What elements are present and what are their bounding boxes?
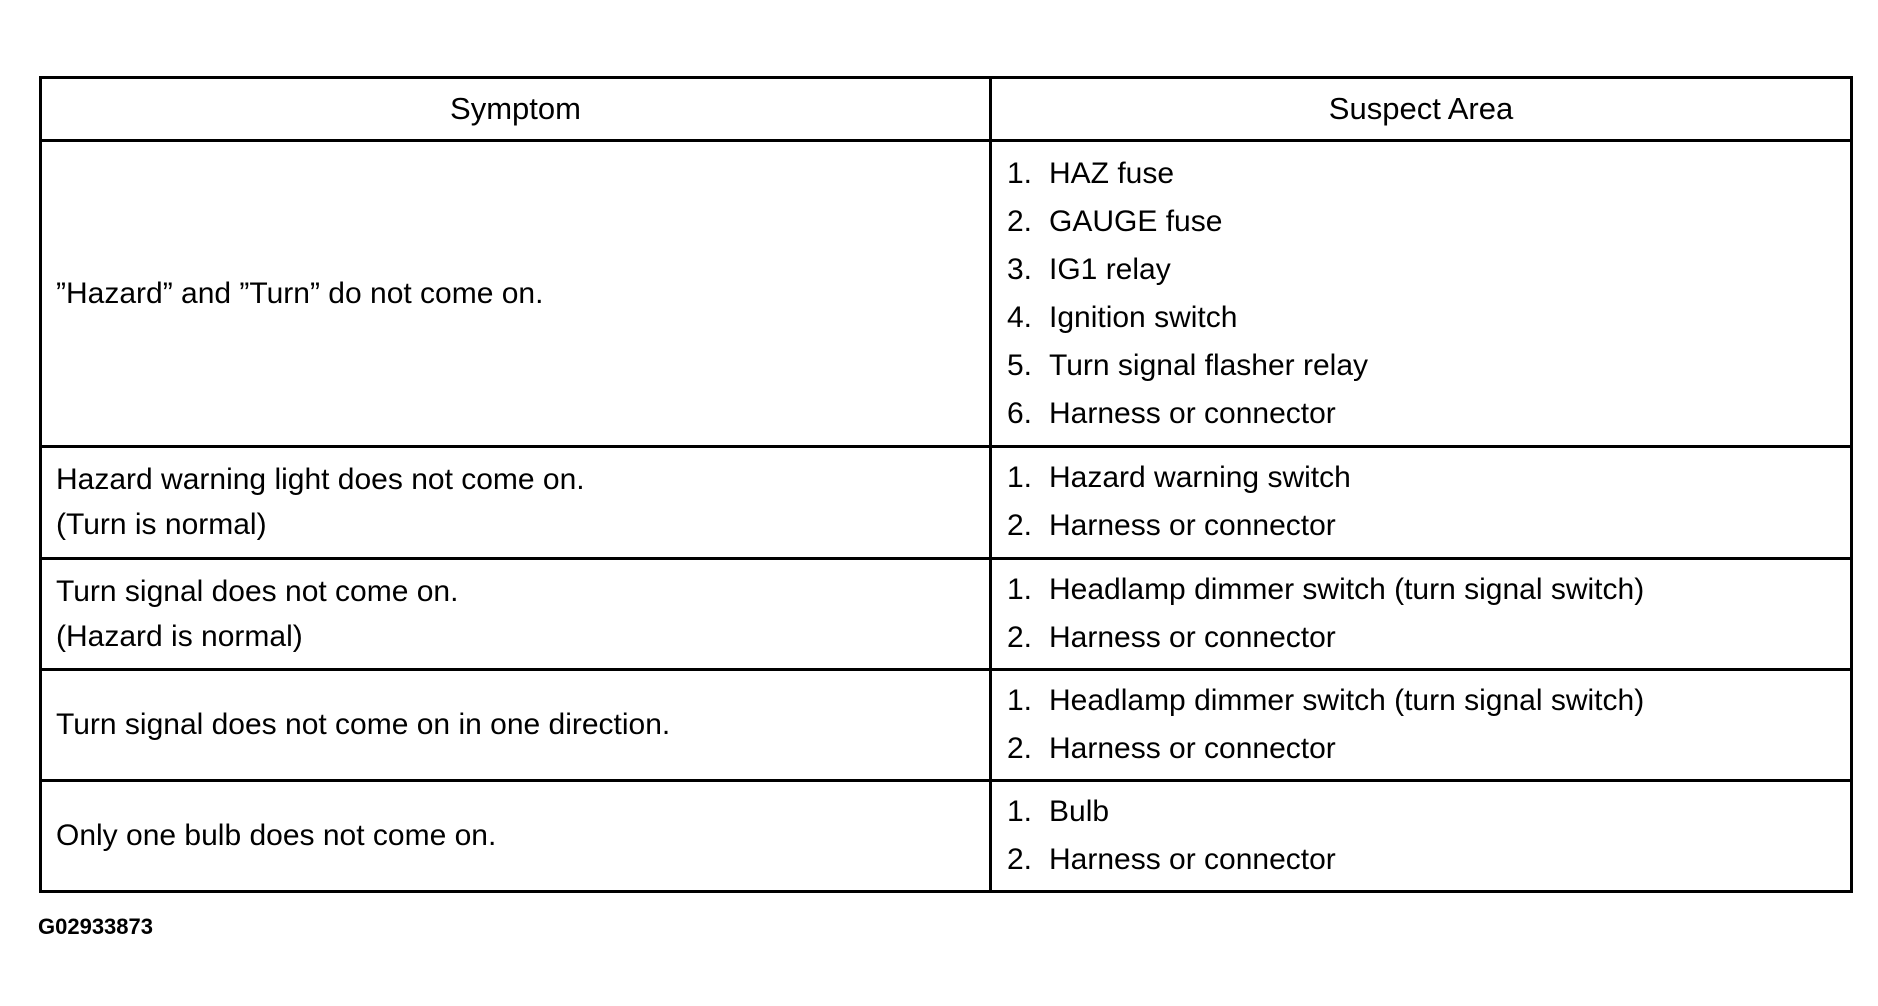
suspect-number: 2. (1007, 842, 1033, 876)
table-row (41, 780, 1852, 891)
symptom-text: ”Hazard” and ”Turn” do not come on. (56, 277, 544, 311)
suspect-area-cell (991, 558, 1852, 669)
suspect-number: 1. (1007, 794, 1033, 828)
suspect-area-cell (991, 780, 1852, 891)
figure-id: G02933873 (38, 914, 153, 939)
symptom-cell (41, 669, 991, 780)
symptom-table (39, 76, 1853, 893)
suspect-number: 3. (1007, 252, 1033, 286)
suspect-list (1007, 677, 1838, 773)
suspect-text: Ignition switch (1049, 300, 1238, 334)
suspect-text: Harness or connector (1049, 396, 1336, 430)
table-row (41, 447, 1852, 558)
suspect-item (1007, 677, 1838, 725)
suspect-number: 2. (1007, 731, 1033, 765)
suspect-number: 4. (1007, 300, 1033, 334)
suspect-text: HAZ fuse (1049, 156, 1175, 190)
suspect-text: Headlamp dimmer switch (turn signal switch) (1049, 683, 1645, 717)
table-row (41, 669, 1852, 780)
table-row (41, 141, 1852, 447)
suspect-text: Headlamp dimmer switch (turn signal switch) (1049, 572, 1645, 606)
symptom-text: Turn signal does not come on. (56, 574, 459, 608)
suspect-text: Harness or connector (1049, 620, 1336, 654)
suspect-number: 5. (1007, 348, 1033, 382)
symptom-text: Turn signal does not come on in one direction. (56, 708, 671, 742)
suspect-list (1007, 788, 1838, 884)
suspect-number: 1. (1007, 572, 1033, 606)
suspect-item (1007, 614, 1838, 662)
symptom-cell (41, 447, 991, 558)
suspect-item (1007, 502, 1838, 550)
suspect-item (1007, 390, 1838, 438)
suspect-list (1007, 566, 1838, 662)
suspect-text: Harness or connector (1049, 842, 1336, 876)
suspect-area-header: Suspect Area (991, 78, 1852, 141)
suspect-text: GAUGE fuse (1049, 204, 1223, 238)
suspect-area-cell (991, 141, 1852, 447)
suspect-item (1007, 342, 1838, 390)
suspect-item (1007, 246, 1838, 294)
suspect-text: Bulb (1049, 794, 1110, 828)
symptom-note: (Turn is normal) (56, 508, 267, 542)
table-header-row (41, 78, 1852, 141)
suspect-item (1007, 725, 1838, 773)
suspect-item (1007, 566, 1838, 614)
symptom-text: Hazard warning light does not come on. (56, 463, 585, 497)
suspect-list (1007, 150, 1838, 438)
symptom-cell (41, 780, 991, 891)
suspect-number: 2. (1007, 204, 1033, 238)
suspect-item (1007, 454, 1838, 502)
suspect-number: 6. (1007, 396, 1033, 430)
suspect-item (1007, 198, 1838, 246)
symptom-cell (41, 558, 991, 669)
suspect-item (1007, 294, 1838, 342)
suspect-number: 1. (1007, 461, 1033, 495)
suspect-item (1007, 788, 1838, 836)
table-row (41, 558, 1852, 669)
suspect-text: Turn signal flasher relay (1049, 348, 1369, 382)
suspect-number: 1. (1007, 156, 1033, 190)
suspect-number: 2. (1007, 620, 1033, 654)
suspect-area-cell (991, 447, 1852, 558)
symptom-note: (Hazard is normal) (56, 619, 303, 653)
symptom-header: Symptom (41, 78, 991, 141)
suspect-item (1007, 836, 1838, 884)
suspect-text: Hazard warning switch (1049, 461, 1351, 495)
suspect-number: 1. (1007, 683, 1033, 717)
suspect-text: Harness or connector (1049, 509, 1336, 543)
suspect-number: 2. (1007, 509, 1033, 543)
suspect-area-cell (991, 669, 1852, 780)
suspect-list (1007, 454, 1838, 550)
suspect-text: Harness or connector (1049, 731, 1336, 765)
symptom-text: Only one bulb does not come on. (56, 819, 497, 853)
suspect-text: IG1 relay (1049, 252, 1171, 286)
symptom-cell (41, 141, 991, 447)
suspect-item (1007, 150, 1838, 198)
